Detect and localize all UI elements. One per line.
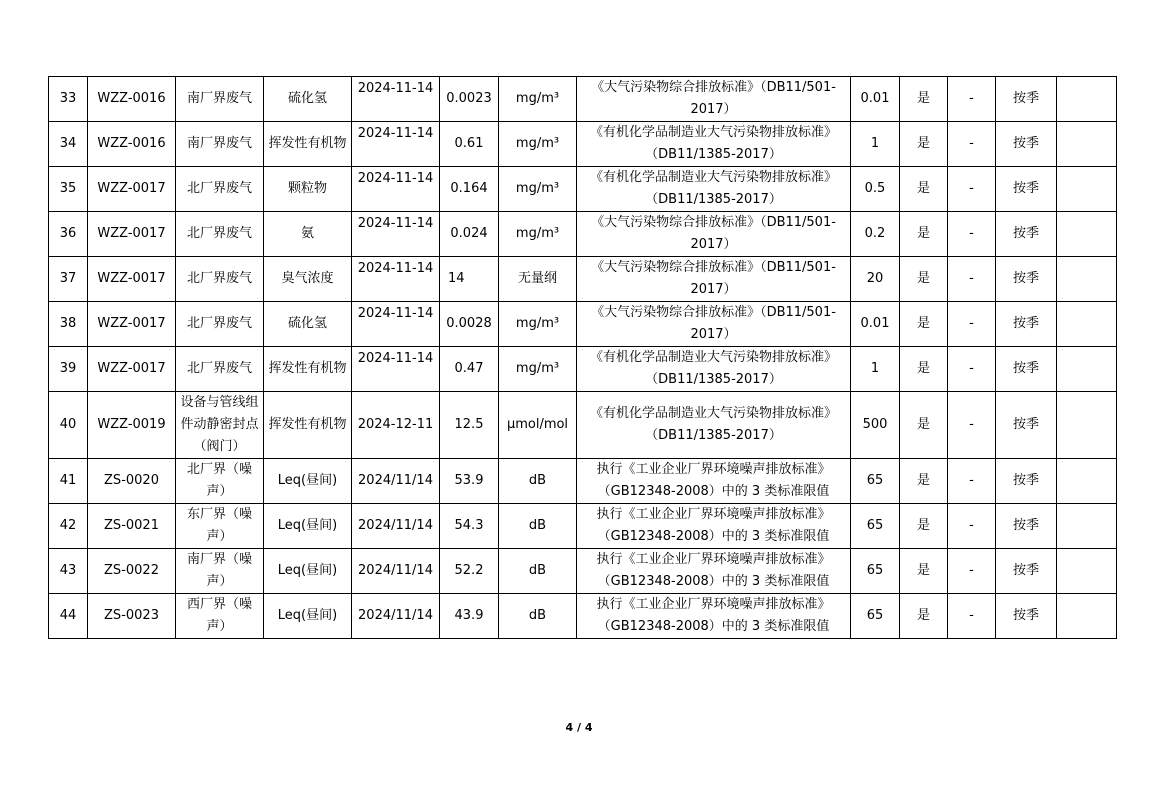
location-cell: 北厂界废气 xyxy=(176,347,264,392)
remark-cell xyxy=(1057,212,1117,257)
table-row xyxy=(49,459,1117,504)
standard-cell: 《大气污染物综合排放标准》（DB11/501-2017） xyxy=(577,77,851,122)
standard-cell: 《大气污染物综合排放标准》（DB11/501-2017） xyxy=(577,257,851,302)
monitoring-point-code-cell: WZZ-0019 xyxy=(88,392,176,459)
standard-cell: 《大气污染物综合排放标准》（DB11/501-2017） xyxy=(577,212,851,257)
row-number-cell: 33 xyxy=(49,77,88,122)
compliance-cell: 是 xyxy=(900,594,948,639)
limit-value-cell: 65 xyxy=(851,459,900,504)
table-row xyxy=(49,392,1117,459)
frequency-cell: 按季 xyxy=(996,392,1057,459)
frequency-cell: 按季 xyxy=(996,212,1057,257)
pollutant-item-cell: 氨 xyxy=(264,212,352,257)
row-number-cell: 44 xyxy=(49,594,88,639)
unit-cell: dB xyxy=(499,504,577,549)
remark-cell xyxy=(1057,549,1117,594)
unit-cell: mg/m³ xyxy=(499,347,577,392)
pollutant-item-cell: 臭气浓度 xyxy=(264,257,352,302)
pollutant-item-cell: 挥发性有机物 xyxy=(264,122,352,167)
row-number-cell: 43 xyxy=(49,549,88,594)
frequency-cell: 按季 xyxy=(996,77,1057,122)
table-row xyxy=(49,594,1117,639)
standard-cell: 《大气污染物综合排放标准》（DB11/501-2017） xyxy=(577,302,851,347)
measured-value-cell: 0.024 xyxy=(440,212,499,257)
row-number-cell: 40 xyxy=(49,392,88,459)
sampling-date-cell: 2024-11-14 xyxy=(352,212,440,257)
measured-value-cell: 0.164 xyxy=(440,167,499,212)
unit-cell: mg/m³ xyxy=(499,122,577,167)
pollutant-item-cell: 挥发性有机物 xyxy=(264,347,352,392)
limit-value-cell: 0.01 xyxy=(851,77,900,122)
sampling-date-cell: 2024/11/14 xyxy=(352,594,440,639)
row-number-cell: 39 xyxy=(49,347,88,392)
remark-cell xyxy=(1057,347,1117,392)
compliance-cell: 是 xyxy=(900,459,948,504)
exceedance-cell: - xyxy=(948,212,996,257)
table-row xyxy=(49,212,1117,257)
remark-cell xyxy=(1057,257,1117,302)
remark-cell xyxy=(1057,504,1117,549)
compliance-cell: 是 xyxy=(900,77,948,122)
frequency-cell: 按季 xyxy=(996,347,1057,392)
limit-value-cell: 65 xyxy=(851,504,900,549)
exceedance-cell: - xyxy=(948,504,996,549)
exceedance-cell: - xyxy=(948,347,996,392)
frequency-cell: 按季 xyxy=(996,504,1057,549)
table-row xyxy=(49,549,1117,594)
location-cell: 设备与管线组件动静密封点（阀门） xyxy=(176,392,264,459)
sampling-date-cell: 2024-11-14 xyxy=(352,347,440,392)
remark-cell xyxy=(1057,77,1117,122)
row-number-cell: 41 xyxy=(49,459,88,504)
table-row xyxy=(49,122,1117,167)
unit-cell: mg/m³ xyxy=(499,212,577,257)
unit-cell: dB xyxy=(499,459,577,504)
standard-cell: 执行《工业企业厂界环境噪声排放标准》（GB12348-2008）中的 3 类标准限值 xyxy=(577,594,851,639)
compliance-cell: 是 xyxy=(900,212,948,257)
measured-value-cell: 52.2 xyxy=(440,549,499,594)
frequency-cell: 按季 xyxy=(996,459,1057,504)
row-number-cell: 42 xyxy=(49,504,88,549)
unit-cell: mg/m³ xyxy=(499,167,577,212)
remark-cell xyxy=(1057,122,1117,167)
measured-value-cell: 0.47 xyxy=(440,347,499,392)
monitoring-point-code-cell: WZZ-0017 xyxy=(88,167,176,212)
standard-cell: 执行《工业企业厂界环境噪声排放标准》（GB12348-2008）中的 3 类标准限值 xyxy=(577,459,851,504)
pollutant-item-cell: Leq(昼间) xyxy=(264,459,352,504)
row-number-cell: 35 xyxy=(49,167,88,212)
limit-value-cell: 500 xyxy=(851,392,900,459)
location-cell: 北厂界废气 xyxy=(176,257,264,302)
monitoring-results-table xyxy=(48,76,1117,639)
compliance-cell: 是 xyxy=(900,122,948,167)
limit-value-cell: 1 xyxy=(851,347,900,392)
exceedance-cell: - xyxy=(948,122,996,167)
measured-value-cell: 53.9 xyxy=(440,459,499,504)
pollutant-item-cell: 硫化氢 xyxy=(264,302,352,347)
location-cell: 北厂界废气 xyxy=(176,167,264,212)
standard-cell: 《有机化学品制造业大气污染物排放标准》（DB11/1385-2017） xyxy=(577,392,851,459)
frequency-cell: 按季 xyxy=(996,302,1057,347)
exceedance-cell: - xyxy=(948,257,996,302)
exceedance-cell: - xyxy=(948,392,996,459)
location-cell: 南厂界废气 xyxy=(176,122,264,167)
unit-cell: mg/m³ xyxy=(499,302,577,347)
table-row xyxy=(49,504,1117,549)
measured-value-cell: 0.0023 xyxy=(440,77,499,122)
sampling-date-cell: 2024/11/14 xyxy=(352,549,440,594)
monitoring-point-code-cell: WZZ-0017 xyxy=(88,212,176,257)
pollutant-item-cell: Leq(昼间) xyxy=(264,594,352,639)
pollutant-item-cell: 颗粒物 xyxy=(264,167,352,212)
row-number-cell: 38 xyxy=(49,302,88,347)
page-number: 4 / 4 xyxy=(565,721,593,734)
limit-value-cell: 0.01 xyxy=(851,302,900,347)
location-cell: 东厂界（噪声） xyxy=(176,504,264,549)
standard-cell: 执行《工业企业厂界环境噪声排放标准》（GB12348-2008）中的 3 类标准限值 xyxy=(577,504,851,549)
compliance-cell: 是 xyxy=(900,302,948,347)
exceedance-cell: - xyxy=(948,302,996,347)
monitoring-point-code-cell: ZS-0022 xyxy=(88,549,176,594)
monitoring-point-code-cell: WZZ-0016 xyxy=(88,77,176,122)
compliance-cell: 是 xyxy=(900,392,948,459)
compliance-cell: 是 xyxy=(900,167,948,212)
measured-value-cell: 0.61 xyxy=(440,122,499,167)
limit-value-cell: 0.5 xyxy=(851,167,900,212)
pollutant-item-cell: 硫化氢 xyxy=(264,77,352,122)
unit-cell: dB xyxy=(499,594,577,639)
remark-cell xyxy=(1057,459,1117,504)
location-cell: 南厂界（噪声） xyxy=(176,549,264,594)
limit-value-cell: 20 xyxy=(851,257,900,302)
sampling-date-cell: 2024-11-14 xyxy=(352,257,440,302)
row-number-cell: 37 xyxy=(49,257,88,302)
monitoring-point-code-cell: ZS-0020 xyxy=(88,459,176,504)
sampling-date-cell: 2024-11-14 xyxy=(352,302,440,347)
limit-value-cell: 1 xyxy=(851,122,900,167)
remark-cell xyxy=(1057,594,1117,639)
table-row xyxy=(49,347,1117,392)
measured-value-cell: 54.3 xyxy=(440,504,499,549)
measured-value-cell: 12.5 xyxy=(440,392,499,459)
exceedance-cell: - xyxy=(948,77,996,122)
pollutant-item-cell: Leq(昼间) xyxy=(264,549,352,594)
exceedance-cell: - xyxy=(948,459,996,504)
location-cell: 北厂界废气 xyxy=(176,212,264,257)
sampling-date-cell: 2024-11-14 xyxy=(352,122,440,167)
measured-value-cell: 0.0028 xyxy=(440,302,499,347)
limit-value-cell: 0.2 xyxy=(851,212,900,257)
remark-cell xyxy=(1057,167,1117,212)
table-row xyxy=(49,167,1117,212)
frequency-cell: 按季 xyxy=(996,167,1057,212)
exceedance-cell: - xyxy=(948,549,996,594)
limit-value-cell: 65 xyxy=(851,594,900,639)
monitoring-point-code-cell: WZZ-0017 xyxy=(88,302,176,347)
frequency-cell: 按季 xyxy=(996,257,1057,302)
remark-cell xyxy=(1057,392,1117,459)
measured-value-cell: 43.9 xyxy=(440,594,499,639)
pollutant-item-cell: 挥发性有机物 xyxy=(264,392,352,459)
standard-cell: 执行《工业企业厂界环境噪声排放标准》（GB12348-2008）中的 3 类标准限值 xyxy=(577,549,851,594)
monitoring-point-code-cell: ZS-0021 xyxy=(88,504,176,549)
table-row xyxy=(49,77,1117,122)
pollutant-item-cell: Leq(昼间) xyxy=(264,504,352,549)
location-cell: 南厂界废气 xyxy=(176,77,264,122)
sampling-date-cell: 2024-12-11 xyxy=(352,392,440,459)
unit-cell: dB xyxy=(499,549,577,594)
sampling-date-cell: 2024/11/14 xyxy=(352,504,440,549)
table-body xyxy=(49,77,1117,639)
location-cell: 北厂界废气 xyxy=(176,302,264,347)
row-number-cell: 34 xyxy=(49,122,88,167)
frequency-cell: 按季 xyxy=(996,594,1057,639)
unit-cell: 无量纲 xyxy=(499,257,577,302)
exceedance-cell: - xyxy=(948,167,996,212)
exceedance-cell: - xyxy=(948,594,996,639)
standard-cell: 《有机化学品制造业大气污染物排放标准》（DB11/1385-2017） xyxy=(577,347,851,392)
frequency-cell: 按季 xyxy=(996,549,1057,594)
location-cell: 北厂界（噪声） xyxy=(176,459,264,504)
standard-cell: 《有机化学品制造业大气污染物排放标准》（DB11/1385-2017） xyxy=(577,122,851,167)
compliance-cell: 是 xyxy=(900,549,948,594)
sampling-date-cell: 2024-11-14 xyxy=(352,167,440,212)
table-row xyxy=(49,257,1117,302)
sampling-date-cell: 2024/11/14 xyxy=(352,459,440,504)
row-number-cell: 36 xyxy=(49,212,88,257)
unit-cell: μmol/mol xyxy=(499,392,577,459)
frequency-cell: 按季 xyxy=(996,122,1057,167)
sampling-date-cell: 2024-11-14 xyxy=(352,77,440,122)
compliance-cell: 是 xyxy=(900,504,948,549)
standard-cell: 《有机化学品制造业大气污染物排放标准》（DB11/1385-2017） xyxy=(577,167,851,212)
measured-value-cell: 14 xyxy=(440,257,499,302)
monitoring-point-code-cell: WZZ-0017 xyxy=(88,347,176,392)
compliance-cell: 是 xyxy=(900,257,948,302)
unit-cell: mg/m³ xyxy=(499,77,577,122)
remark-cell xyxy=(1057,302,1117,347)
table-row xyxy=(49,302,1117,347)
compliance-cell: 是 xyxy=(900,347,948,392)
monitoring-point-code-cell: WZZ-0016 xyxy=(88,122,176,167)
monitoring-point-code-cell: ZS-0023 xyxy=(88,594,176,639)
monitoring-point-code-cell: WZZ-0017 xyxy=(88,257,176,302)
location-cell: 西厂界（噪声） xyxy=(176,594,264,639)
limit-value-cell: 65 xyxy=(851,549,900,594)
